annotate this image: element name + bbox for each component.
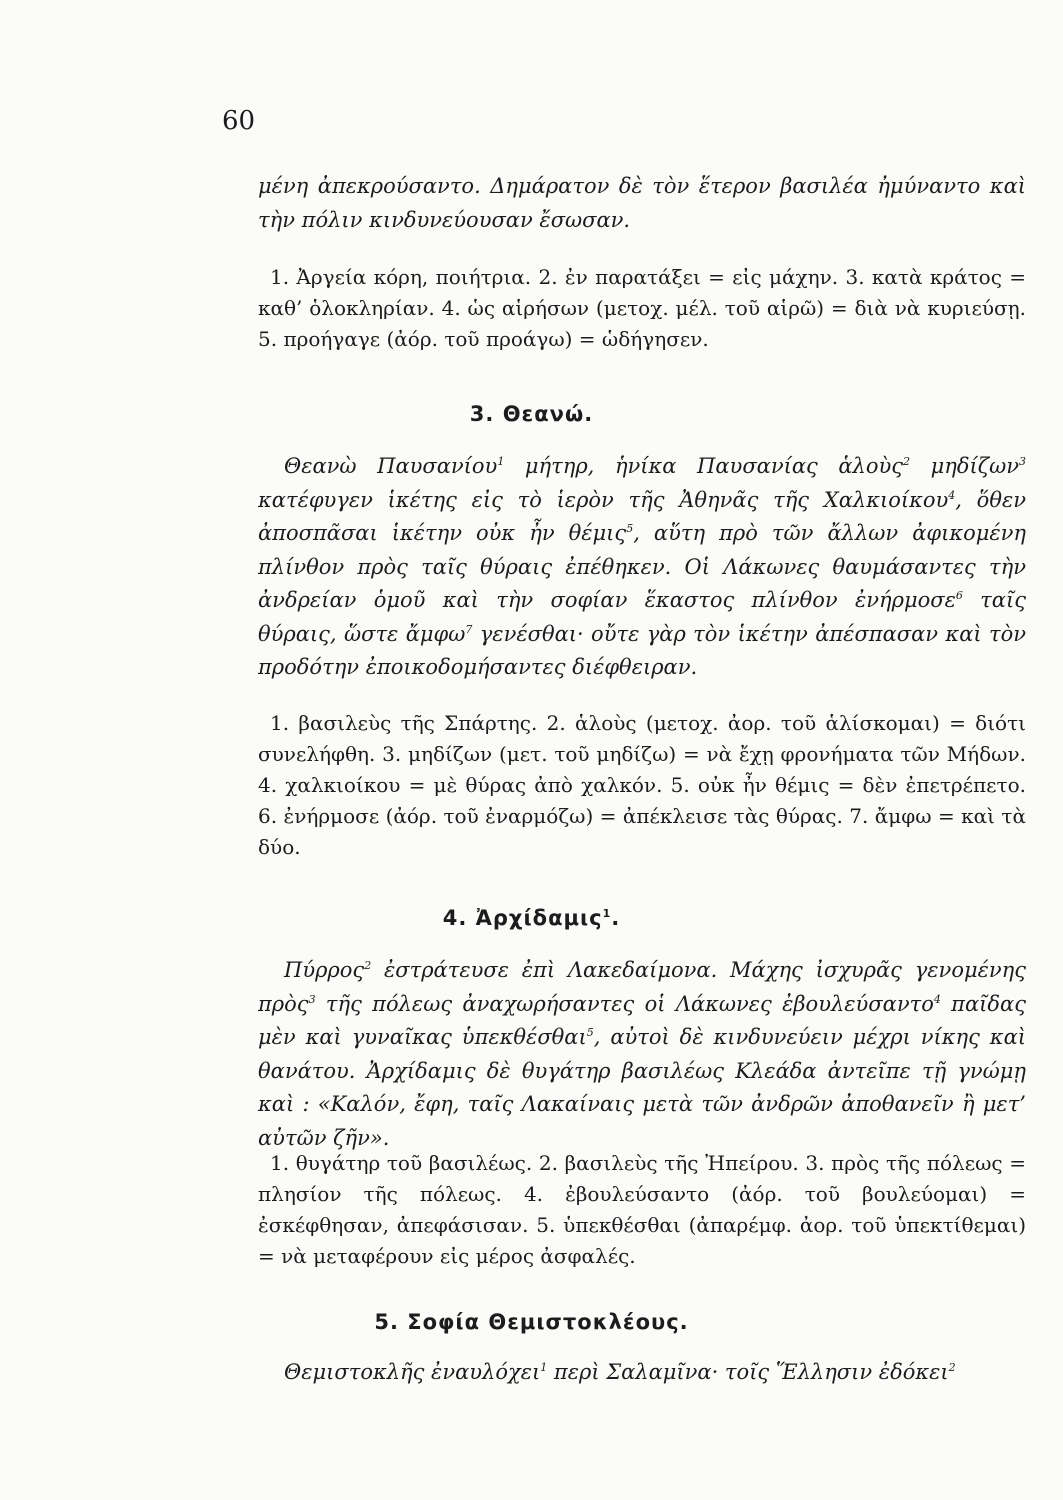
intro-footnotes	[258, 262, 1026, 355]
section-3-footnotes	[258, 708, 1026, 863]
footnote-marker: 1	[497, 455, 505, 468]
intro-paragraph: μένη ἀπεκρούσαντο. Δημάρατον δὲ τὸν ἕτερον βασιλέα ἠμύναντο καὶ τὴν πόλιν κινδυνεύουσαν ἔσωσαν.	[258, 174, 1026, 232]
footnote-marker: 5	[586, 1026, 594, 1039]
section-3-notes-text: 1. βασιλεὺς τῆς Σπάρτης. 2. ἁλοὺς (μετοχ. ἀορ. τοῦ ἁλίσκομαι) = διότι συνελήφθη. 3. μηδίζων (μετ. τοῦ μηδίζω) = νὰ ἔχῃ φρονήματα τῶν Μήδων. 4. χαλκιοίκου = μὲ θύρας ἀπὸ χαλκόν. 5. οὐκ ἦν θέμις = δὲν ἐπετρέπετο. 6. ἐνήρμοσε (ἀόρ. τοῦ ἐναρμόζω) = ἀπέκλεισε τὰς θύρας. 7. ἄμφω = καὶ τὰ δύο.	[258, 711, 1026, 859]
footnote-marker: 3	[1019, 455, 1026, 468]
footnote-marker: 2	[364, 959, 372, 972]
text-part: μηδίζων	[910, 454, 1019, 478]
footnote-marker: 2	[948, 1361, 956, 1374]
text-part: , ὅθεν ἀποσπᾶσαι ἱκέτην οὐκ ἦν θέμις	[258, 487, 1027, 545]
text-part: κατέφυγεν ἱκέτης εἰς τὸ ἱερὸν τῆς Ἀθηνᾶς τῆς Χαλκιοίκου	[258, 487, 949, 512]
section-5-paragraph	[258, 1356, 1026, 1390]
footnote-marker: 1	[540, 1361, 548, 1374]
section-3-heading: 3. Θεανώ.	[469, 402, 594, 426]
footnote-marker: 7	[465, 622, 473, 636]
text-part: Πύρρος	[284, 958, 365, 982]
footnote-marker: 5	[626, 522, 634, 535]
section-3-text	[258, 450, 1026, 685]
footnote-marker: 4	[933, 992, 941, 1006]
text-part: , αὕτη πρὸ τῶν ἄλλων ἀφικομένη πλίνθον πρὸς ταῖς θύραις ἐπέθηκεν. Οἱ Λάκωνες θαυμάσαντες τὴν ἀνδρείαν ὁμοῦ καὶ τὴν σοφίαν ἕκαστος πλίνθον ἐνήρμοσε	[258, 521, 1026, 612]
text-part: γενέσθαι· οὔτε γὰρ τὸν ἱκέτην ἀπέσπασαν καὶ τὸν προδότην ἐποικοδομήσαντες διέφθειραν.	[258, 621, 1027, 679]
section-4-heading-text: 4. Ἀρχίδαμις	[442, 906, 603, 930]
text-part: ταῖς θύραις, ὥστε ἄμφω	[258, 588, 1026, 646]
text-part: μήτηρ, ἡνίκα Παυσανίας ἁλοὺς	[504, 454, 904, 478]
footnote-marker: 4	[948, 488, 956, 502]
section-3-paragraph	[258, 450, 1026, 685]
section-4-heading-end: .	[611, 906, 621, 930]
text-part: τῆς πόλεως ἀναχωρήσαντες οἱ Λάκωνες ἐβουλεύσαντο	[315, 991, 934, 1016]
section-5-heading: 5. Σοφία Θεμιστοκλέους.	[374, 1310, 689, 1334]
footnote-marker: 3	[308, 992, 316, 1006]
footnote-marker: 1	[602, 907, 612, 920]
text-part: , αὐτοὶ δὲ κινδυνεύειν μέχρι νίκης καὶ θανάτου. Ἀρχίδαμις δὲ θυγάτηρ βασιλέως Κλεάδα ἀντεῖπε τῇ γνώμῃ καὶ : «Καλόν, ἔφη, ταῖς Λακαίναις μετὰ τῶν ἀνδρῶν ἀποθανεῖν ἢ μετ’ αὐτῶν ζῆν».	[258, 1025, 1026, 1150]
section-4-text	[258, 954, 1026, 1155]
section-5-text	[258, 1356, 1026, 1390]
section-4-notes-text: 1. θυγάτηρ τοῦ βασιλέως. 2. βασιλεὺς τῆς Ἠπείρου. 3. πρὸς τῆς πόλεως = πλησίον τῆς πόλεως. 4. ἐβουλεύσαντο (ἀόρ. τοῦ βουλεύομαι) = ἐσκέφθησαν, ἀπεφάσισαν. 5. ὑπεκθέσθαι (ἀπαρέμφ. ἀορ. τοῦ ὑπεκτίθεμαι) = νὰ μεταφέρουν εἰς μέρος ἀσφαλές.	[258, 1151, 1026, 1268]
text-part: ἐστράτευσε ἐπὶ Λακεδαίμονα. Μάχης ἰσχυρᾶς γενομένης πρὸς	[258, 958, 1026, 1016]
section-4-footnotes	[258, 1148, 1026, 1272]
footnote-marker: 6	[955, 589, 963, 602]
section-4-paragraph	[258, 954, 1026, 1155]
footnote-marker: 2	[903, 455, 911, 468]
text-part: περὶ Σαλαμῖνα· τοῖς Ἕλλησιν ἐδόκει	[547, 1360, 949, 1384]
text-part: παῖδας μὲν καὶ γυναῖκας ὑπεκθέσθαι	[258, 991, 1026, 1049]
page-number: 60	[222, 106, 256, 136]
intro-notes-text: 1. Ἀργεία κόρη, ποιήτρια. 2. ἐν παρατάξει = εἰς μάχην. 3. κατὰ κράτος = καθ’ ὁλοκληρίαν. 4. ὡς αἱρήσων (μετοχ. μέλ. τοῦ αἱρῶ) = διὰ νὰ κυριεύσῃ. 5. προήγαγε (ἀόρ. τοῦ προάγω) = ὡδήγησεν.	[258, 265, 1026, 351]
text-part: Θεμιστοκλῆς ἐναυλόχει	[284, 1360, 541, 1384]
section-4-heading	[0, 906, 1063, 930]
text-part: Θεανὼ Παυσανίου	[284, 454, 498, 478]
